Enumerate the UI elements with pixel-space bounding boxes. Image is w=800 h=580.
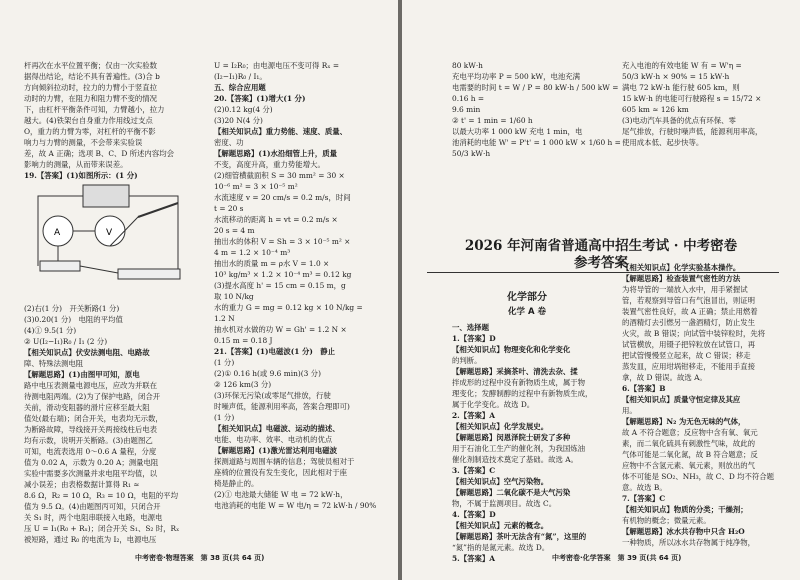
- text-line: 【解题思路】N₂ 为无色无味的气体，: [622, 417, 746, 426]
- text-line: 1.【答案】D: [452, 334, 496, 343]
- text-line: 50/3 kW·h × 90% = 15 kW·h: [622, 72, 730, 81]
- text-line: 探测道路与周围车辆的信息；驾驶员相对于: [214, 457, 355, 466]
- text-line: 1.2 N: [214, 314, 235, 323]
- text-line: 池消耗的电能 W' = P't' = 1 000 kW × 1/60 h =: [452, 138, 621, 147]
- text-line: 以最大功率 1 000 kW 充电 1 min，电: [452, 127, 583, 136]
- text-line: 抽水机对水做的功 W = Gh' = 1.2 N ×: [214, 325, 347, 334]
- text-line: 用。: [622, 406, 637, 415]
- text-line: 80 kW·h: [452, 61, 483, 70]
- physics-page-footer: 中考密卷·物理答案 第 38 页(共 64 页): [135, 554, 265, 562]
- battery-box: [83, 185, 129, 207]
- switch-lever: [138, 203, 178, 217]
- text-line: 20 s = 4 m: [214, 226, 255, 235]
- text-line: 差，故 A 正确；选项 B、C、D 所述内容均会: [24, 149, 174, 158]
- text-line: 抽出水的体积 V = Sh = 3 × 10⁻⁵ m² ×: [214, 237, 351, 246]
- text-line: 应物中不含氢元素、氧元素，则放出的气: [622, 461, 756, 470]
- answer-key-title: 参考答案: [574, 255, 628, 271]
- text-line: 素，而二氧化硫具有刺激性气味，故此的: [622, 439, 756, 448]
- text-line: U = I₂R₀；由电源电压不变可得 Rₓ =: [214, 61, 340, 70]
- chemistry-answer-page: [402, 0, 800, 580]
- text-line: 20.【答案】(1)增大(1 分): [214, 94, 306, 103]
- text-line: 动时的力臂，在阻力和阻力臂不变的情况: [24, 94, 158, 103]
- text-line: 【解题思路】闵恩泽院士研发了多种: [452, 433, 571, 442]
- text-line: 为断路故障，导线接开关两接线柱后电表: [24, 425, 158, 434]
- circuit-diagram: [28, 183, 188, 301]
- text-line: 椅是静止的。: [214, 479, 259, 488]
- text-line: 一种物质，所以冰水共存物属于纯净物，: [622, 538, 756, 547]
- text-line: 抽出水的质量 m = ρ水 V = 1.0 ×: [214, 259, 330, 268]
- text-line: 密度、功: [214, 138, 244, 147]
- text-line: 座椅的位置没有发生变化，因此相对于座: [214, 468, 348, 477]
- text-line: 【解题思路】(1)水沿细管上升，质量: [214, 149, 337, 158]
- text-line: 【相关知识点】质量守恒定律及其应: [622, 395, 741, 404]
- text-line: 【解题思路】(1)由图甲可知，原电: [24, 370, 140, 379]
- text-line: 蒸发皿，应用坩埚钳移走，不能用手直接: [622, 362, 756, 371]
- text-line: 21.【答案】(1)电磁波(1 分) 静止: [214, 347, 336, 356]
- text-line: 【相关知识点】物理变化和化学变化: [452, 345, 571, 354]
- text-line: 电池消耗的电能 W = W 电/η = 72 kW·h / 90%: [214, 501, 377, 510]
- text-line: 为将导管的一端放入水中，用手紧握试: [622, 285, 748, 294]
- text-line: 被短路，通过 R₀ 的电流为 I₂，电源电压: [24, 535, 157, 544]
- text-line: 关 S₁ 时，两个电阻串联接入电路，电源电: [24, 513, 163, 522]
- text-line: (2)细管横截面积 S = 30 mm² = 30 ×: [214, 171, 345, 180]
- text-line: 水流速度 v = 20 cm/s = 0.2 m/s，时间: [214, 193, 351, 202]
- text-line: 19.【答案】(1)如图所示：(1 分): [24, 171, 138, 180]
- text-line: 体不可能是 SO₂、NH₃，故 C、D 均不符合题: [622, 472, 775, 481]
- text-line: 拿，故 D 错误。故选 A。: [622, 373, 707, 382]
- text-line: 0.15 m = 0.18 J: [214, 336, 273, 345]
- text-line: 障、特殊法测电阻: [24, 359, 84, 368]
- text-line: (2)右(1 分) 开关断路(1 分): [24, 304, 120, 313]
- text-line: 15 kW·h 的电能可行驶路程 s = 15/72 ×: [622, 94, 762, 103]
- text-line: 可知，电流表选用 0～0.6 A 量程，分度: [24, 447, 157, 456]
- text-line: (3)提水高度 h' = 15 cm = 0.15 m，g: [214, 281, 346, 290]
- text-line: (3)0.20(1 分) 电阻的平均值: [24, 315, 123, 324]
- text-line: ② 126 km(3 分): [214, 380, 272, 389]
- text-line: 一、选择题: [452, 323, 489, 332]
- text-line: 【相关知识点】物质的分类；干燥剂；: [622, 505, 748, 514]
- text-line: 路中电压表测量电源电压，应改为并联在: [24, 381, 158, 390]
- text-line: “氮”指的是氮元素。故选 D。: [452, 543, 550, 552]
- text-line: 3.【答案】C: [452, 466, 496, 475]
- text-line: 待测电阻两端。(2)为了保护电路，闭合开: [24, 392, 161, 401]
- chemistry-section-heading: 化学部分: [507, 292, 547, 303]
- text-line: 时噪声低，能源利用率高，答案合理即可): [214, 402, 350, 411]
- text-line: 催化剂制造技术奠定了基础。故选 A。: [452, 455, 578, 464]
- text-line: 拌成形的过程中没有新物质生成，属于物: [452, 378, 586, 387]
- chemistry-column-2: [622, 262, 792, 548]
- text-line: 属于化学变化。故选 D。: [452, 400, 535, 409]
- text-line: 4 m = 1.2 × 10⁻⁴ m³: [214, 248, 291, 257]
- text-line: (2)① 电池最大储能 W 电 = 72 kW·h，: [214, 490, 348, 499]
- resistor: [40, 261, 80, 271]
- text-line: 【解题思路】冰水共存物中只含 H₂O: [622, 527, 745, 536]
- text-line: 【解题思路】(1)激光雷达利用电磁波: [214, 446, 337, 455]
- text-line: 【解题思路】茶叶无法含有“氮”，这里的: [452, 532, 587, 541]
- text-line: ② U(I₂−I₁)R₀ / I₁ (2 分): [24, 337, 108, 346]
- text-line: 把试管慢慢竖立起来，故 C 错误；移走: [622, 351, 751, 360]
- text-line: 【相关知识点】伏安法测电阻、电路故: [24, 348, 150, 357]
- text-line: (3)环保无污染(或零尾气排放，行驶: [214, 391, 331, 400]
- text-line: 意。故选 B。: [622, 483, 667, 492]
- text-line: 用于石油化工生产的催化剂，为我国炼油: [452, 444, 586, 453]
- text-line: (3)电动汽车具备的优点有环保、零: [622, 116, 736, 125]
- text-line: 【解题思路】二氧化碳不是大气污染: [452, 488, 571, 497]
- text-line: 响力与力臂的测量，不会带来实验误: [24, 138, 143, 147]
- text-line: 2.【答案】A: [452, 411, 496, 420]
- text-line: 7.【答案】C: [622, 494, 666, 503]
- text-line: 4.【答案】D: [452, 510, 496, 519]
- physics-continued-column-2: [622, 60, 792, 148]
- text-line: 值处(最右端)；闭合开关，电表均无示数，: [24, 414, 163, 423]
- text-line: 605 km ≈ 126 km: [622, 105, 689, 114]
- text-line: 50/3 kW·h: [452, 149, 491, 158]
- text-line: (4)① 9.5(1 分): [24, 326, 77, 335]
- physics-answer-page: [0, 0, 398, 580]
- text-line: 不变，高度升高，重力势能增大。: [214, 160, 325, 169]
- text-line: 气体可能是二氧化氮，故 B 符合题意；反: [622, 450, 758, 459]
- text-line: 电能、电功率、效率、电动机的优点: [214, 435, 333, 444]
- text-line: (I₂−I₁)R₀ / I₁。: [214, 72, 267, 81]
- voltmeter-label: V: [106, 228, 113, 238]
- text-line: 理变化；发酵制醇的过程中有新物质生成，: [452, 389, 593, 398]
- text-line: 的酒精灯去引燃另一盏酒精灯，防止发生: [622, 318, 756, 327]
- chemistry-page-footer: 中考密卷·化学答案 第 39 页(共 64 页): [552, 554, 682, 562]
- text-line: 8.6 Ω，R₂ = 10 Ω，R₃ = 10 Ω，电阻的平均: [24, 491, 178, 500]
- text-line: 火灾，故 B 错误；向试管中装锌粒时，先将: [622, 329, 766, 338]
- text-line: 试管横放，用镊子把锌粒放在试管口，再: [622, 340, 756, 349]
- physics-column-2: [214, 60, 384, 511]
- text-line: 【解题思路】采摘茶叶、清洗去杂、揉: [452, 367, 578, 376]
- text-line: 实验中需要多次测量并求电阻平均值，以: [24, 469, 158, 478]
- text-line: 值为 0.02 A，示数为 0.20 A；测量电阻: [24, 458, 159, 467]
- text-line: (2)0.12 kg(4 分): [214, 105, 273, 114]
- text-line: 9.6 min: [452, 105, 481, 114]
- physics-column-1: [24, 60, 194, 545]
- text-line: 【相关知识点】元素的概念。: [452, 521, 549, 530]
- text-line: 充入电池的有效电能 W 有 = W'η =: [622, 61, 742, 70]
- text-line: 据得出结论，结论不具有普遍性。(3)合 b: [24, 72, 160, 81]
- text-line: ② t' = 1 min = 1/60 h: [452, 116, 533, 125]
- text-line: 10³ kg/m³ × 1.2 × 10⁻⁴ m³ = 0.12 kg: [214, 270, 352, 279]
- text-line: 【相关知识点】化学发展史。: [452, 422, 549, 431]
- text-line: 取 10 N/kg: [214, 292, 254, 301]
- text-line: (3)20 N(4 分): [214, 116, 263, 125]
- text-line: 【相关知识点】重力势能、速度、质量、: [214, 127, 348, 136]
- text-line: 减小误差；由表格数据计算得 R₁ ≈: [24, 480, 140, 489]
- text-line: 水流移动的距离 h = vt = 0.2 m/s ×: [214, 215, 338, 224]
- ammeter-label: A: [54, 228, 61, 238]
- text-line: 均有示数，说明开关断路。(3)由题图乙: [24, 436, 153, 445]
- exam-title: 2026 年河南省普通高中招生考试 · 中考密卷: [464, 238, 738, 254]
- text-line: 【相关知识点】空气污染物。: [452, 477, 549, 486]
- text-line: 【相关知识点】电磁波、运动的描述、: [214, 424, 340, 433]
- text-line: 尾气排放，行驶时噪声低，能源利用率高，: [622, 127, 763, 136]
- text-line: 水的重力 G = mg = 0.12 kg × 10 N/kg =: [214, 303, 363, 312]
- text-line: 的判断。: [452, 356, 482, 365]
- rheostat: [118, 269, 180, 279]
- text-line: (1 分): [214, 413, 235, 422]
- text-line: 装置气密性良好，故 A 正确；禁止用燃着: [622, 307, 758, 316]
- text-line: 杆再次在水平位置平衡；仅由一次实验数: [24, 61, 158, 70]
- text-line: 关前，滑动变阻器的滑片应移至最大阻: [24, 403, 150, 412]
- text-line: O，重力的力臂为零，对杠杆的平衡不影: [24, 127, 156, 136]
- text-line: 【相关知识点】化学实验基本操作。: [622, 263, 741, 272]
- text-line: 物，不属于监测项目。故选 C。: [452, 499, 557, 508]
- text-line: 值为 9.5 Ω。(4)由题图丙可知，只闭合开: [24, 502, 161, 511]
- text-line: 压 U = I₁(R₀ + Rₓ)；闭合开关 S₁、S₂ 时，Rₓ: [24, 524, 180, 533]
- text-line: 【解题思路】检查装置气密性的方法: [622, 274, 741, 283]
- text-line: 管，若观察到导管口有气泡冒出，则证明: [622, 296, 756, 305]
- chemistry-column-1: [452, 322, 622, 564]
- text-line: 越大。(4)铁架台自身重力作用线过支点: [24, 116, 153, 125]
- text-line: 有机物的概念；微量元素。: [622, 516, 711, 525]
- text-line: (1 分): [214, 358, 235, 367]
- text-line: (2)① 0.16 h(或 9.6 min)(3 分): [214, 369, 321, 378]
- text-line: 5.【答案】A: [452, 554, 496, 563]
- text-line: 方向倾斜拉动时，拉力的力臂小于竖直拉: [24, 83, 158, 92]
- text-line: 满电 72 kW·h 能行驶 605 km，则: [622, 83, 740, 92]
- text-line: 下，由杠杆平衡条件可知，力臂越小，拉力: [24, 105, 165, 114]
- text-line: 6.【答案】B: [622, 384, 666, 393]
- text-line: 10⁻⁶ m² = 3 × 10⁻⁵ m²: [214, 182, 298, 191]
- physics-continued-column-1: [452, 60, 622, 159]
- text-line: 使用成本低、起步快等。: [622, 138, 704, 147]
- chemistry-paper-heading: 化学 A 卷: [508, 307, 546, 317]
- text-line: 电需要的时间 t = W / P = 80 kW·h / 500 kW = 0.16 h =: [452, 83, 619, 103]
- text-line: 充电平均功率 P = 500 kW，电池充满: [452, 72, 581, 81]
- text-line: t = 20 s: [214, 204, 244, 213]
- text-line: 影响力的测量，从而带来误差。: [24, 160, 128, 169]
- text-line: 五、综合应用题: [214, 83, 266, 92]
- text-line: 故 A 不符合题意；反应物中含有氧、氧元: [622, 428, 758, 437]
